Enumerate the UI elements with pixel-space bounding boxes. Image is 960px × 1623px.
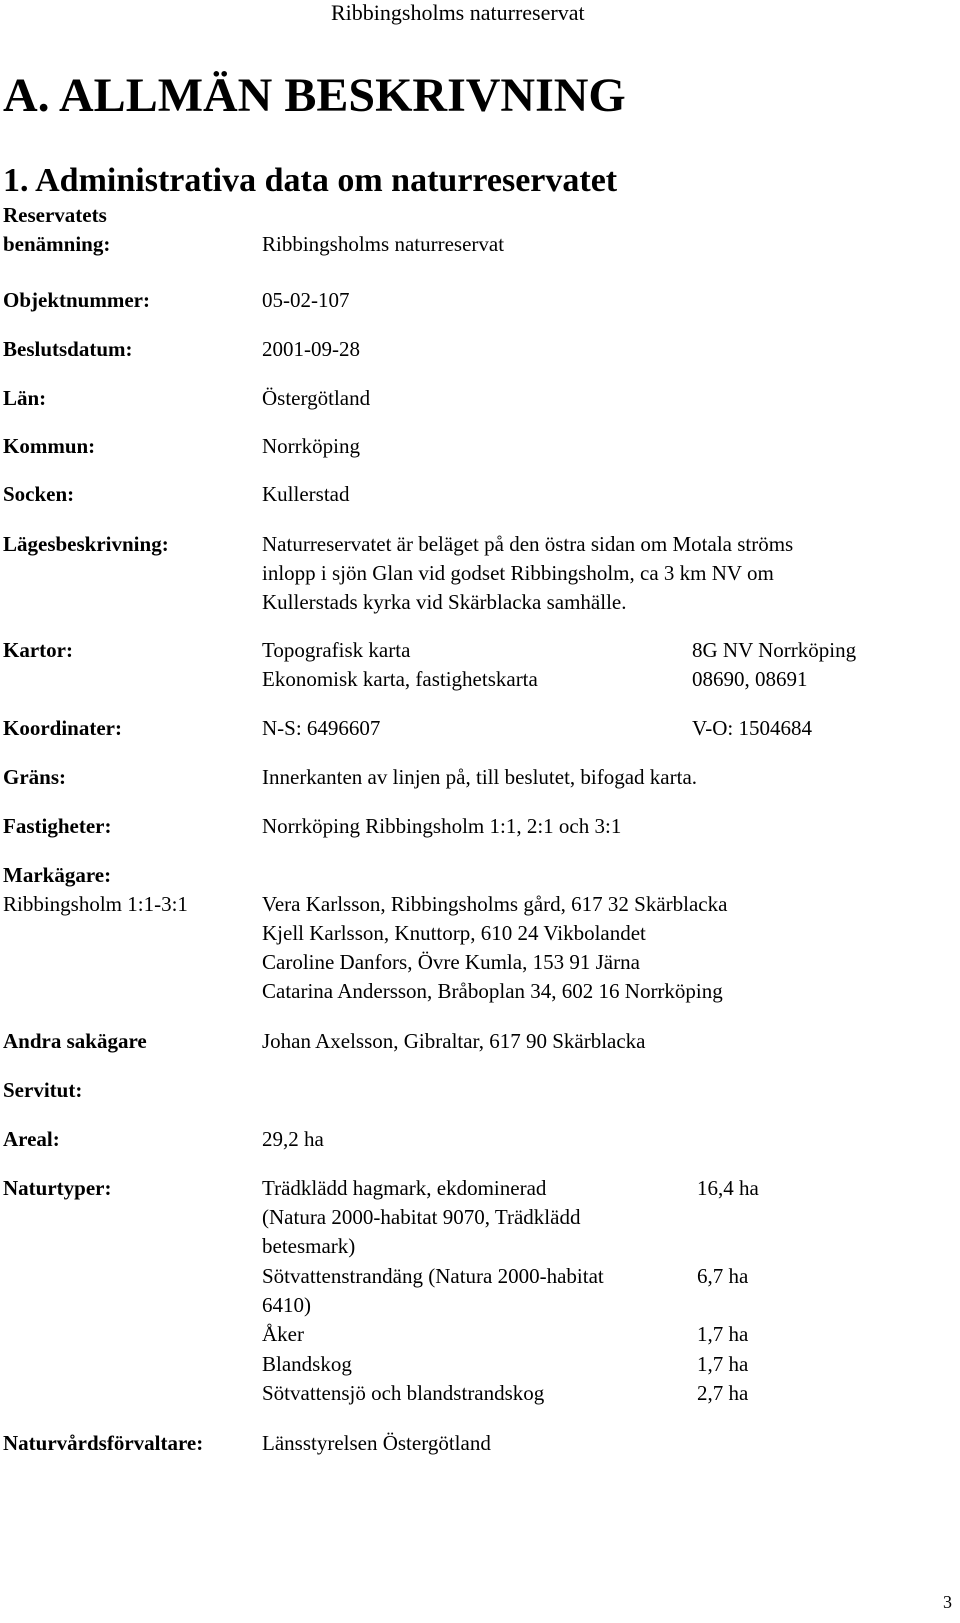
kartor-map-ref: 8G NV Norrköping [692, 638, 857, 662]
subsection-heading: 1. Administrativa data om naturreservatet [3, 162, 618, 199]
reservat-label-line1: Reservatets [3, 203, 107, 227]
naturtyper-line: Sötvattensjö och blandstrandskog [262, 1381, 545, 1405]
markagare-property: Ribbingsholm 1:1-3:1 [3, 892, 188, 916]
koordinater-vo: V-O: 1504684 [692, 716, 812, 740]
socken-label: Socken: [3, 482, 75, 506]
naturtyper-area: 1,7 ha [697, 1352, 749, 1376]
grans-value: Innerkanten av linjen på, till beslutet, bifogad karta. [262, 765, 698, 789]
lagesbeskrivning-line: Naturreservatet är beläget på den östra sidan om Motala ströms [262, 532, 794, 556]
areal-label: Areal: [3, 1127, 60, 1151]
servitut-label: Servitut: [3, 1078, 83, 1102]
naturvardsforvaltare-label: Naturvårdsförvaltare: [3, 1431, 204, 1455]
lan-value: Östergötland [262, 386, 371, 410]
naturtyper-area: 6,7 ha [697, 1264, 749, 1288]
naturvardsforvaltare-value: Länsstyrelsen Östergötland [262, 1431, 491, 1455]
koordinater-label: Koordinater: [3, 716, 122, 740]
lagesbeskrivning-line: inlopp i sjön Glan vid godset Ribbingsholm, ca 3 km NV om [262, 561, 774, 585]
markagare-owner: Catarina Andersson, Bråboplan 34, 602 16 Norrköping [262, 979, 723, 1003]
naturtyper-area: 2,7 ha [697, 1381, 749, 1405]
markagare-owner: Caroline Danfors, Övre Kumla, 153 91 Järna [262, 950, 640, 974]
naturtyper-line: 6410) [262, 1293, 311, 1317]
beslutsdatum-label: Beslutsdatum: [3, 337, 133, 361]
fastigheter-label: Fastigheter: [3, 814, 112, 838]
naturtyper-line: Sötvattenstrandäng (Natura 2000-habitat [262, 1264, 604, 1288]
lan-label: Län: [3, 386, 47, 410]
lagesbeskrivning-line: Kullerstads kyrka vid Skärblacka samhälle. [262, 590, 627, 614]
running-header: Ribbingsholms naturreservat [331, 0, 585, 25]
section-heading: A. ALLMÄN BESKRIVNING [3, 69, 626, 122]
beslutsdatum-value: 2001-09-28 [262, 337, 360, 361]
reservat-value: Ribbingsholms naturreservat [262, 232, 505, 256]
page-number: 3 [943, 1592, 952, 1612]
kommun-value: Norrköping [262, 434, 360, 458]
naturtyper-line: (Natura 2000-habitat 9070, Trädklädd [262, 1205, 581, 1229]
socken-value: Kullerstad [262, 482, 350, 506]
naturtyper-line: Åker [262, 1322, 304, 1346]
naturtyper-line: betesmark) [262, 1234, 356, 1258]
markagare-owner: Kjell Karlsson, Knuttorp, 610 24 Vikbolandet [262, 921, 646, 945]
kartor-map-name: Ekonomisk karta, fastighetskarta [262, 667, 538, 691]
reservat-label-line2: benämning: [3, 232, 111, 256]
kartor-label: Kartor: [3, 638, 73, 662]
kartor-map-name: Topografisk karta [262, 638, 411, 662]
naturtyper-line: Trädklädd hagmark, ekdominerad [262, 1176, 547, 1200]
objektnummer-label: Objektnummer: [3, 288, 150, 312]
naturtyper-area: 16,4 ha [697, 1176, 759, 1200]
andra-sakagare-label: Andra sakägare [3, 1029, 147, 1053]
objektnummer-value: 05-02-107 [262, 288, 350, 312]
naturtyper-line: Blandskog [262, 1352, 352, 1376]
grans-label: Gräns: [3, 765, 66, 789]
kartor-map-ref: 08690, 08691 [692, 667, 808, 691]
kommun-label: Kommun: [3, 434, 96, 458]
andra-sakagare-value: Johan Axelsson, Gibraltar, 617 90 Skärblacka [262, 1029, 646, 1053]
fastigheter-value: Norrköping Ribbingsholm 1:1, 2:1 och 3:1 [262, 814, 622, 838]
lagesbeskrivning-label: Lägesbeskrivning: [3, 532, 169, 556]
koordinater-ns: N-S: 6496607 [262, 716, 381, 740]
naturtyper-label: Naturtyper: [3, 1176, 112, 1200]
markagare-label: Markägare: [3, 863, 112, 887]
markagare-owner: Vera Karlsson, Ribbingsholms gård, 617 32 Skärblacka [262, 892, 728, 916]
naturtyper-area: 1,7 ha [697, 1322, 749, 1346]
areal-value: 29,2 ha [262, 1127, 324, 1151]
